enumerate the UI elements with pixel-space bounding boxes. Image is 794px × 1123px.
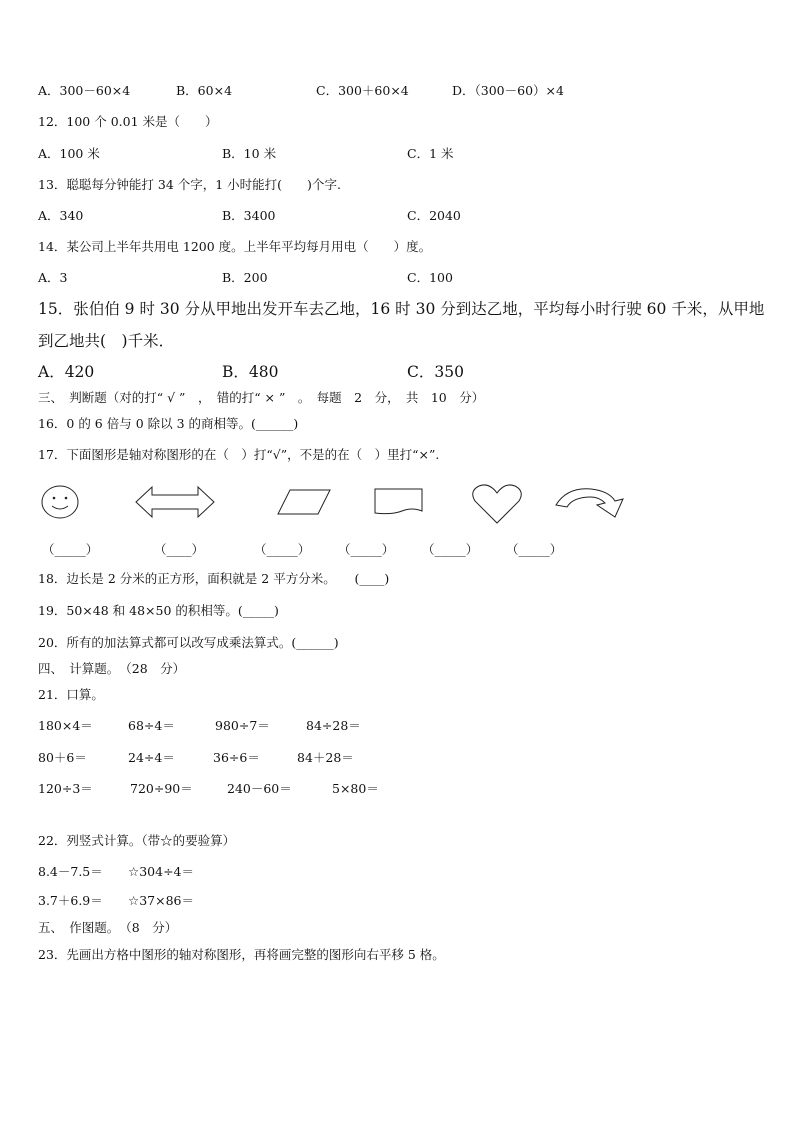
q15-stem-line1: 15．张伯伯 9 时 30 分从甲地出发开车去乙地，16 时 30 分到达乙地，平均每小时行驶 60 千米，从甲地 bbox=[38, 300, 765, 318]
q14-option-c: C．100 bbox=[407, 270, 453, 285]
oral-calc-item: 68÷4＝ bbox=[128, 718, 175, 733]
q11-option-a: A．300－60×4 bbox=[38, 83, 131, 98]
oral-calc-item: 180×4＝ bbox=[38, 718, 93, 733]
q12-option-b: B．10 米 bbox=[222, 146, 277, 161]
vertical-calc-item: 3.7＋6.9＝ bbox=[38, 893, 103, 908]
q17-answer-blank[interactable]: （____） bbox=[154, 542, 205, 557]
q12-stem: 12．100 个 0.01 米是（ ） bbox=[38, 114, 218, 129]
q11-option-b: B．60×4 bbox=[176, 83, 233, 98]
q13-option-a: A．340 bbox=[38, 208, 84, 223]
q14-option-b: B．200 bbox=[222, 270, 268, 285]
q14-stem: 14．某公司上半年共用电 1200 度。上半年平均每月用电（ ）度。 bbox=[38, 239, 432, 254]
oral-calc-item: 80＋6＝ bbox=[38, 750, 87, 765]
q21-text: 21．口算。 bbox=[38, 687, 104, 702]
q17-text: 17．下面图形是轴对称图形的在（ ）打“√”，不是的在（ ）里打“×”. bbox=[38, 447, 440, 462]
q13-option-b: B．3400 bbox=[222, 208, 276, 223]
q12-option-a: A．100 米 bbox=[38, 146, 100, 161]
oral-calc-item: 84＋28＝ bbox=[297, 750, 354, 765]
oral-calc-item: 5×80＝ bbox=[332, 781, 379, 796]
oral-calc-item: 240－60＝ bbox=[227, 781, 292, 796]
vertical-calc-item: ☆304÷4＝ bbox=[128, 864, 194, 879]
q13-stem: 13．聪聪每分钟能打 34 个字，1 小时能打( )个字. bbox=[38, 177, 341, 192]
vertical-calc-item: 8.4－7.5＝ bbox=[38, 864, 103, 879]
q22-text: 22．列竖式计算。（带☆的要验算） bbox=[38, 833, 236, 848]
q17-answer-blank[interactable]: （_____） bbox=[338, 542, 395, 557]
oral-calc-item: 24÷4＝ bbox=[128, 750, 175, 765]
oral-calc-item: 720÷90＝ bbox=[130, 781, 193, 796]
vertical-calc-item: ☆37×86＝ bbox=[128, 893, 194, 908]
double-arrow-icon bbox=[134, 485, 216, 519]
q19-text: 19．50×48 和 48×50 的积相等。(_____) bbox=[38, 603, 279, 618]
q15-option-a: A．420 bbox=[38, 363, 95, 381]
oral-calc-item: 36÷6＝ bbox=[213, 750, 260, 765]
q17-answer-blank[interactable]: （_____） bbox=[254, 542, 311, 557]
q11-option-d: D．（300－60）×4 bbox=[452, 83, 564, 98]
flag-icon bbox=[372, 487, 426, 517]
oral-calc-item: 980÷7＝ bbox=[215, 718, 270, 733]
section4-heading: 四、 计算题。 （28 分） bbox=[38, 661, 186, 676]
q13-option-c: C．2040 bbox=[407, 208, 461, 223]
parallelogram-icon bbox=[276, 488, 332, 516]
oral-calc-item: 84÷28＝ bbox=[306, 718, 361, 733]
q23-text: 23．先画出方格中图形的轴对称图形，再将画完整的图形向右平移 5 格。 bbox=[38, 947, 445, 962]
q20-text: 20．所有的加法算式都可以改写成乘法算式。(______) bbox=[38, 635, 339, 650]
oral-calc-item: 120÷3＝ bbox=[38, 781, 93, 796]
q15-stem-line2: 到乙地共( )千米． bbox=[38, 332, 175, 350]
smiley-face-icon bbox=[40, 484, 80, 520]
heart-icon bbox=[471, 483, 523, 525]
section5-heading: 五、 作图题。 （8 分） bbox=[38, 920, 178, 935]
q11-option-c: C．300＋60×4 bbox=[316, 83, 409, 98]
q17-answer-blank[interactable]: （_____） bbox=[422, 542, 479, 557]
q17-answer-blank[interactable]: （_____） bbox=[42, 542, 99, 557]
curved-arrow-icon bbox=[553, 485, 633, 519]
section3-heading: 三、 判断题（对的打“ √ ” ， 错的打“ × ” 。 每题 2 分， 共 10 分） bbox=[38, 390, 485, 405]
q15-option-c: C．350 bbox=[407, 363, 464, 381]
q16-text: 16．0 的 6 倍与 0 除以 3 的商相等。(______) bbox=[38, 416, 299, 431]
q18-text: 18．边长是 2 分米的正方形，面积就是 2 平方分米。 (____) bbox=[38, 571, 390, 586]
q12-option-c: C．1 米 bbox=[407, 146, 454, 161]
q17-answer-blank[interactable]: （_____） bbox=[506, 542, 563, 557]
q14-option-a: A．3 bbox=[38, 270, 68, 285]
q15-option-b: B．480 bbox=[222, 363, 279, 381]
